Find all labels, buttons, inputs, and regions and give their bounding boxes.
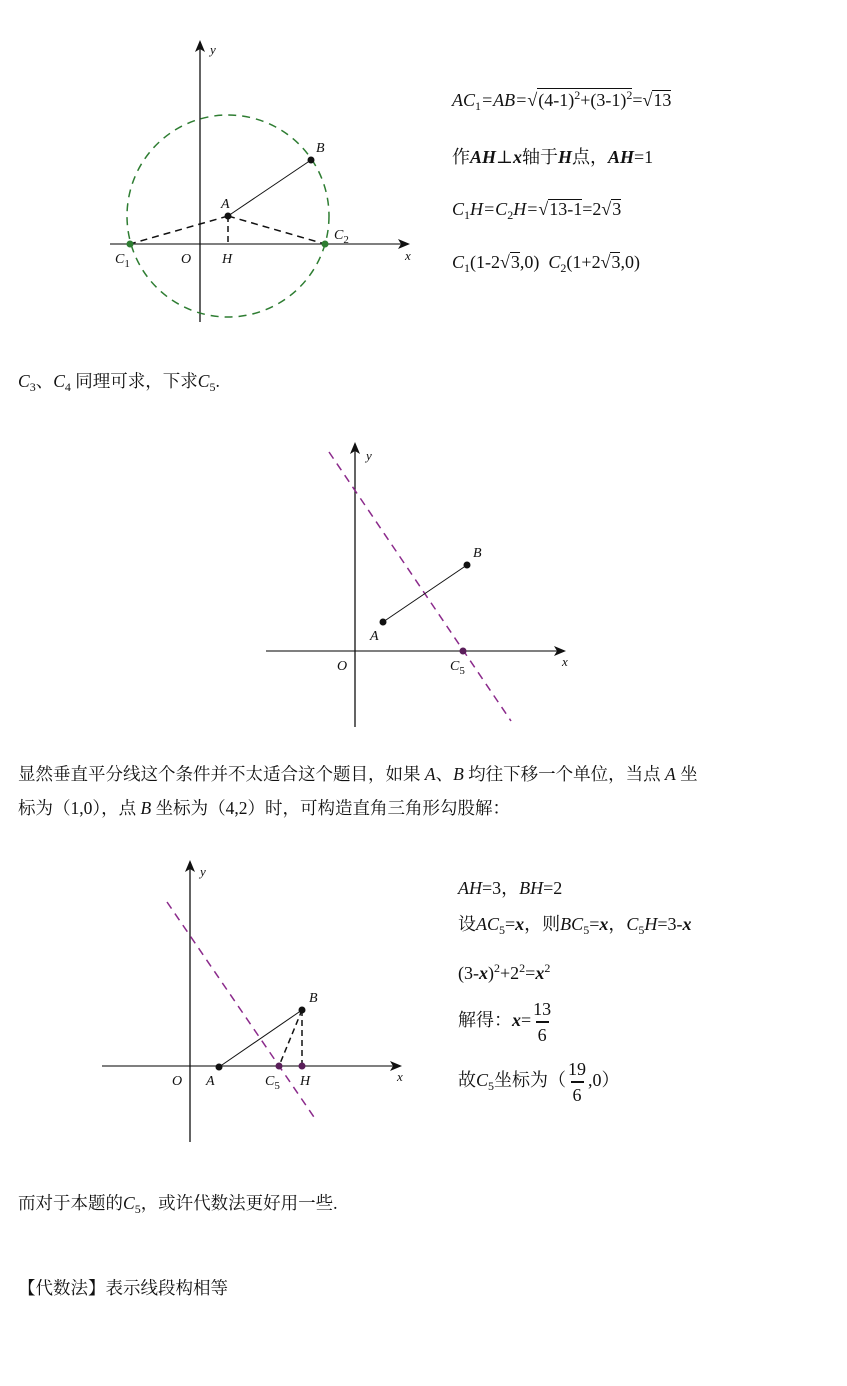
label-x: x — [562, 654, 568, 669]
segment-ac1 — [130, 216, 228, 244]
equation-ac1-equals-ab: $AC_1=AB=√(4-1)^2+(3-1)^2=√13$ — [452, 88, 672, 113]
equation-solve-x: 解得：x= $\frac{13}{6}$ — [458, 999, 552, 1045]
label-c1: $C_1$ — [115, 252, 130, 270]
segment-ac2 — [228, 216, 325, 244]
segment-ab — [383, 565, 467, 622]
point-c5 — [460, 648, 467, 655]
point-c5 — [276, 1063, 283, 1070]
point-a — [380, 619, 387, 626]
label-o: O — [172, 1074, 183, 1089]
label-h: H — [222, 252, 233, 267]
text-shift-explanation-line1: 显然垂直平分线这个条件并不太适合这个题目，如果 A、B 均往下移一个单位，当点 A 坐 — [18, 764, 698, 784]
label-b: B — [316, 141, 325, 156]
label-x: x — [397, 1069, 403, 1084]
label-y: y — [200, 864, 206, 879]
section-heading-algebraic-method: 【代数法】表示线段构相等 — [18, 1278, 228, 1298]
equation-c1-c2-coordinates: $C_1(1-2√3,0)$ $C_2(1+2√3,0)$ — [452, 252, 640, 275]
label-b: B — [309, 991, 318, 1006]
equation-ah-perpendicular: 作AH⊥x轴于H点，AH=1 — [452, 147, 654, 167]
equation-pythagorean: $(3-x)^2+2^2=x^2$ — [458, 961, 551, 983]
diagram-perpendicular-bisector — [0, 430, 847, 740]
fraction-19-6: $\frac{19}{6}$ — [568, 1059, 587, 1105]
fraction-13-6: $\frac{13}{6}$ — [533, 999, 552, 1045]
label-c5: $C_5$ — [450, 659, 465, 677]
point-c1 — [127, 241, 134, 248]
label-o: O — [181, 252, 192, 267]
point-h — [299, 1063, 306, 1070]
diagram-right-triangle — [0, 850, 440, 1150]
label-x: x — [405, 248, 411, 263]
label-o: O — [337, 659, 348, 674]
point-b — [464, 562, 471, 569]
text-c3-c4-similar: $C_3$、$C_4$ 同理可求，下求$C_5$. — [18, 371, 220, 394]
label-b: B — [473, 546, 482, 561]
diagram-circle-construction — [0, 0, 440, 340]
equation-let-ac5-x: 设$AC_5=x$，则$BC_5=x$，$C_5H=3-x$ — [458, 914, 692, 937]
label-a: A — [370, 629, 379, 644]
point-b — [299, 1007, 306, 1014]
segment-ab — [228, 160, 311, 216]
label-c2: $C_2$ — [334, 228, 349, 246]
equation-ah-bh: AH=3，BH=2 — [458, 878, 563, 898]
point-b — [308, 157, 315, 164]
label-c5: $C_5$ — [265, 1074, 280, 1092]
label-a: A — [206, 1074, 215, 1089]
point-a — [225, 213, 232, 220]
label-y: y — [210, 42, 216, 57]
point-a — [216, 1064, 223, 1071]
text-algebraic-better: 而对于本题的$C_5$，或许代数法更好用一些. — [18, 1193, 338, 1216]
equation-c1h-c2h: $C_1H=C_2H=√13-1=2√3$ — [452, 199, 622, 222]
text-shift-explanation-line2: 标为（1,0），点 B 坐标为（4,2）时，可构造直角三角形勾股解： — [18, 798, 510, 818]
label-y: y — [366, 448, 372, 463]
point-c2 — [322, 241, 329, 248]
equation-c5-coordinate: 故$C_5$坐标为（ $\frac{19}{6}$ ,0） — [458, 1059, 620, 1105]
label-a: A — [221, 197, 230, 212]
label-h: H — [300, 1074, 311, 1089]
perpendicular-bisector-ab — [329, 452, 511, 721]
